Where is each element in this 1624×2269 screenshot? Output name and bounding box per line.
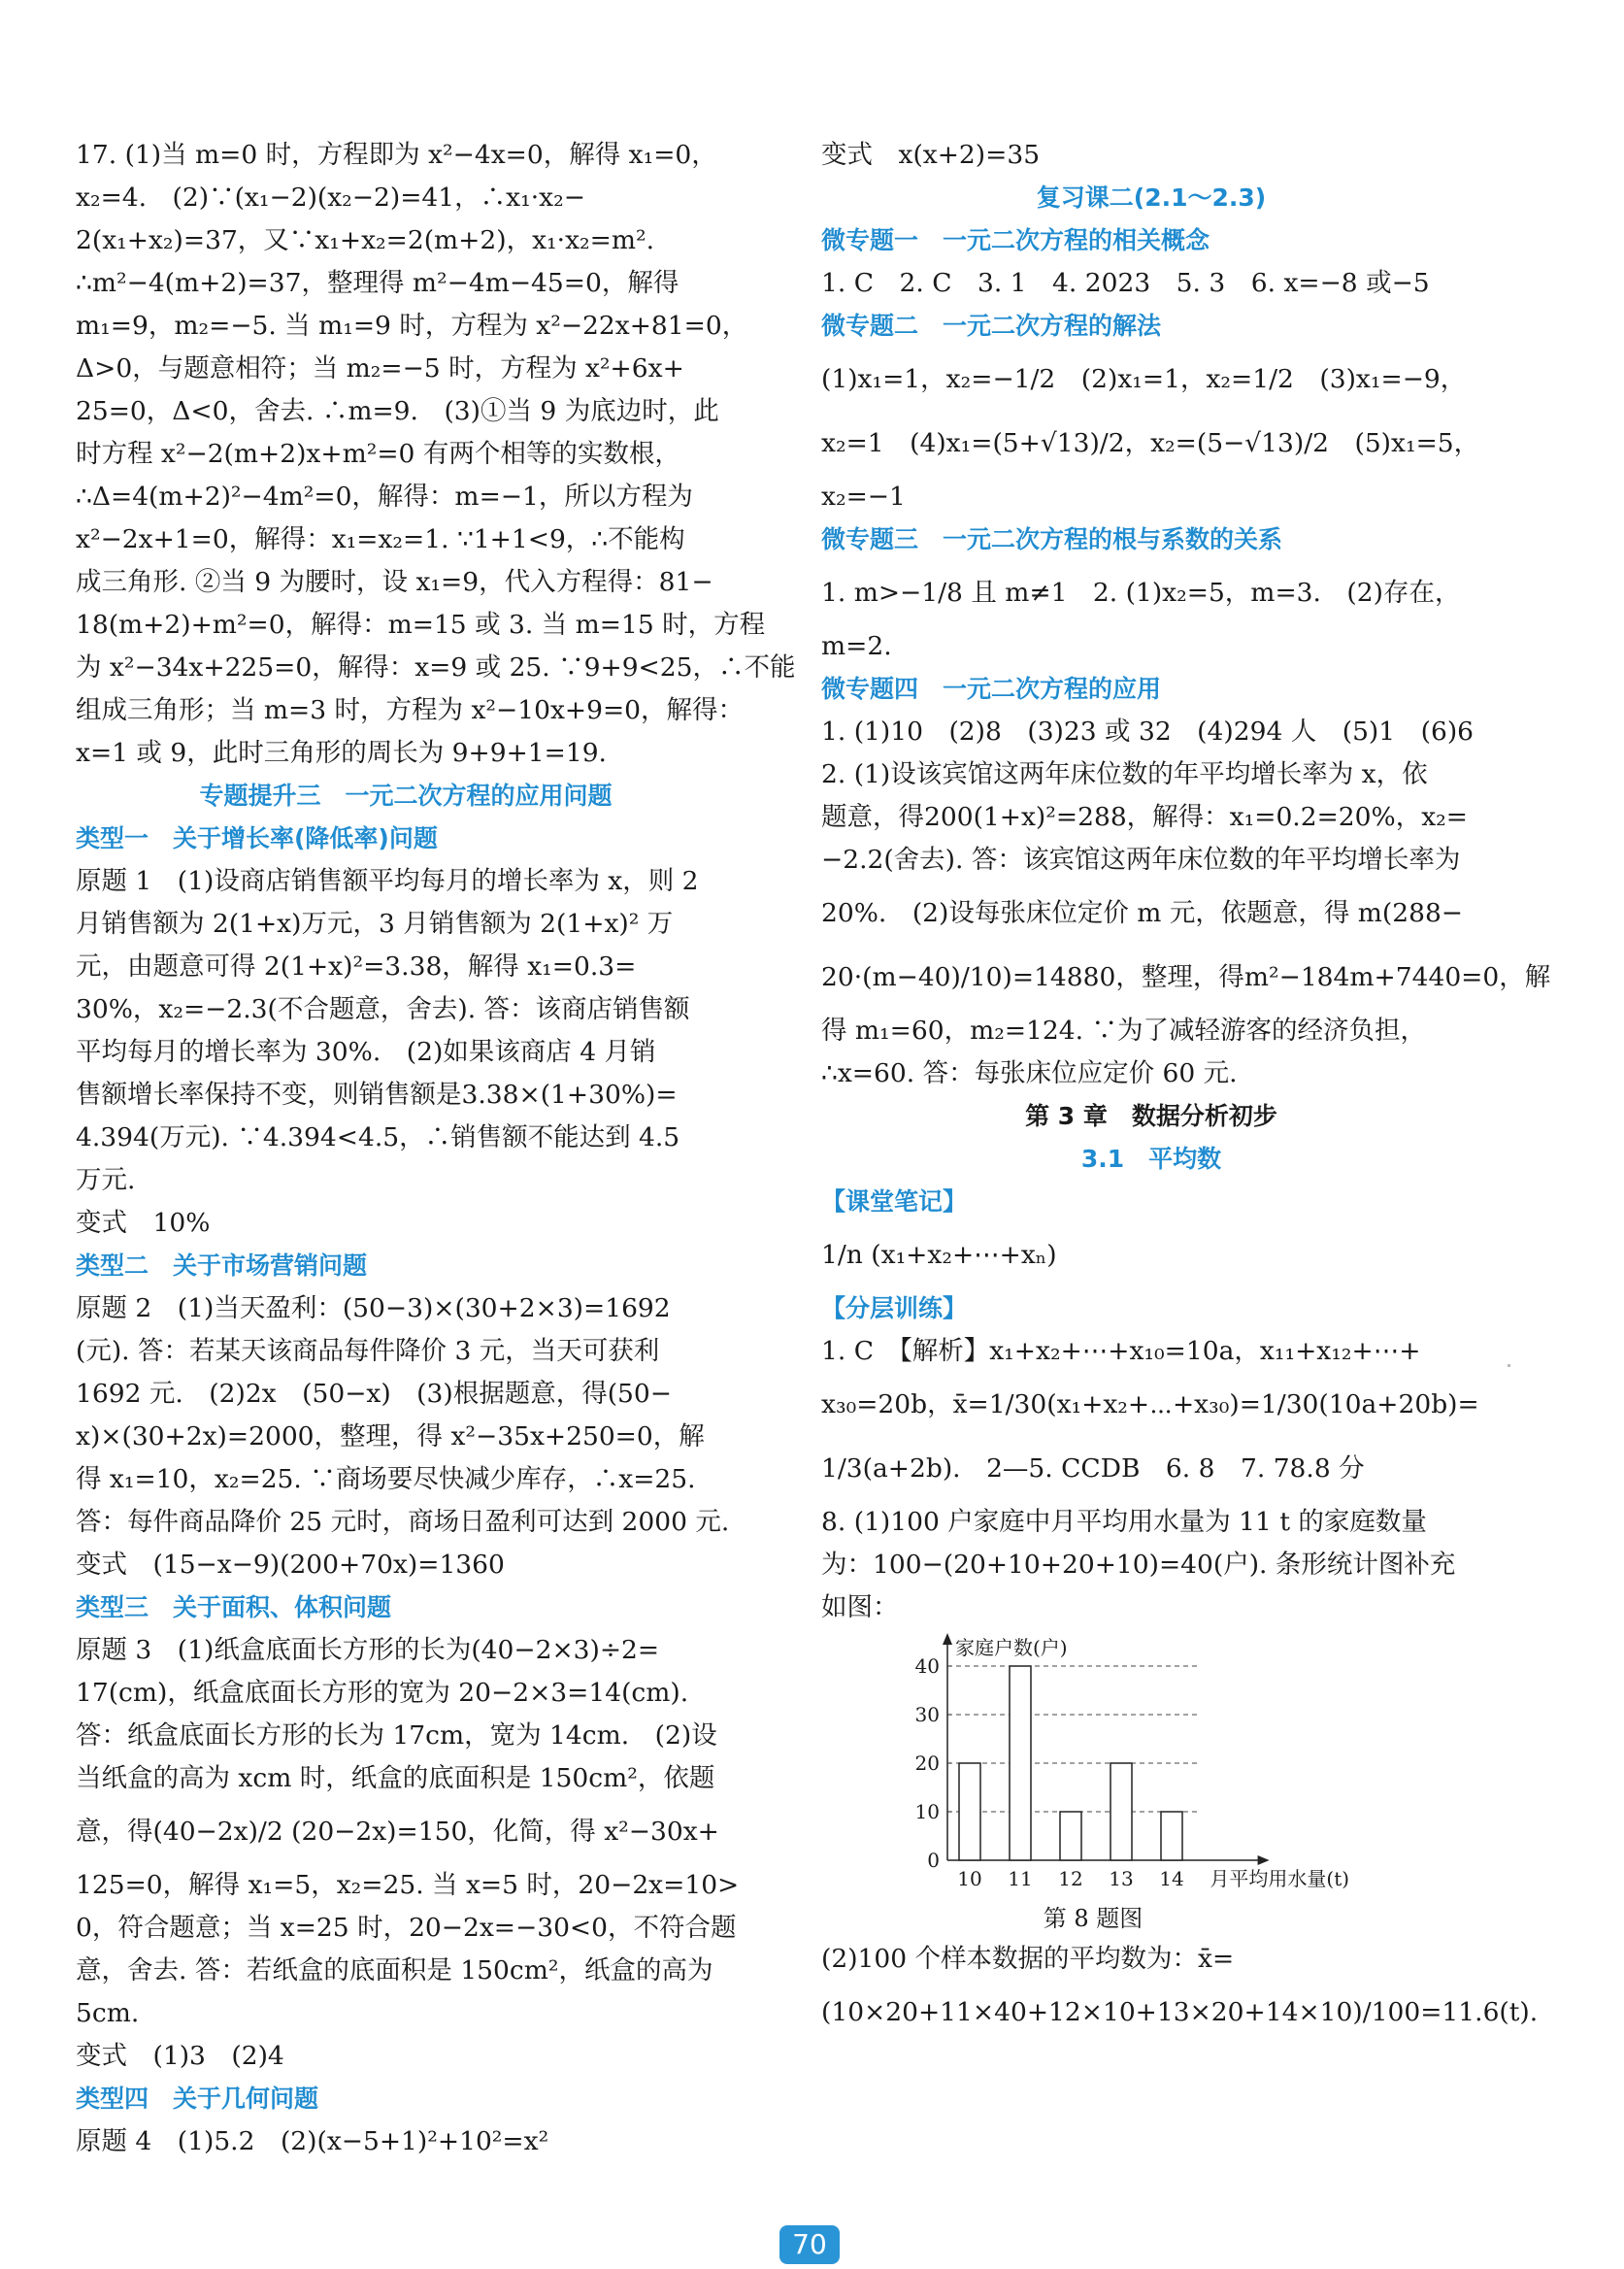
right-after-line: (10×20+11×40+12×10+13×20+14×10)/100=11.6(t). bbox=[821, 1997, 1539, 2027]
left-line: 类型一 关于增长率(降低率)问题 bbox=[76, 824, 438, 852]
left-line: 30%，x₂=−2.3(不合题意，舍去). 答：该商店销售额 bbox=[76, 994, 690, 1024]
right-line: 1. C 2. C 3. 1 4. 2023 5. 3 6. x=−8 或−5 bbox=[821, 268, 1430, 298]
left-line: 意，舍去. 答：若纸盒的底面积是 150cm²，纸盒的高为 bbox=[76, 1955, 713, 1985]
bar bbox=[1060, 1812, 1081, 1860]
right-line: (1)x₁=1，x₂=−1/2 (2)x₁=1，x₂=1/2 (3)x₁=−9， bbox=[821, 364, 1467, 394]
x-tick-label: 13 bbox=[1109, 1867, 1134, 1890]
left-line: 变式 (1)3 (2)4 bbox=[76, 2041, 284, 2071]
left-line: m₁=9，m₂=−5. 当 m₁=9 时，方程为 x²−22x+81=0， bbox=[76, 311, 748, 341]
right-after-line: (2)100 个样本数据的平均数为：x̄= bbox=[821, 1944, 1235, 1974]
right-line: −2.2(舍去). 答：该宾馆这两年床位数的年平均增长率为 bbox=[821, 845, 1461, 875]
bar bbox=[1161, 1812, 1182, 1860]
right-line: 20%. (2)设每张床位定价 m 元，依题意，得 m(288− bbox=[821, 898, 1464, 928]
left-column bbox=[76, 134, 796, 2163]
right-line: x₂=−1 bbox=[821, 482, 906, 512]
left-line: 元，由题意可得 2(1+x)²=3.38，解得 x₁=0.3= bbox=[76, 951, 637, 982]
x-axis-label: 月平均用水量(t) bbox=[1210, 1867, 1350, 1890]
right-line: 复习课二(2.1～2.3) bbox=[1036, 184, 1267, 212]
left-line: 2(x₁+x₂)=37，又∵x₁+x₂=2(m+2)，x₁·x₂=m². bbox=[76, 225, 655, 255]
left-line: 变式 10% bbox=[76, 1208, 211, 1238]
bar bbox=[1110, 1763, 1132, 1860]
left-line: x=1 或 9，此时三角形的周长为 9+9+1=19. bbox=[76, 738, 607, 768]
right-line: m=2. bbox=[821, 631, 892, 661]
right-line: 如图： bbox=[821, 1592, 899, 1622]
left-line: 时方程 x²−2(m+2)x+m²=0 有两个相等的实数根， bbox=[76, 439, 680, 469]
left-line: ∴m²−4(m+2)=37，整理得 m²−4m−45=0，解得 bbox=[76, 268, 679, 298]
scan-dot bbox=[1508, 1364, 1510, 1367]
left-line: 组成三角形；当 m=3 时，方程为 x²−10x+9=0，解得： bbox=[76, 695, 745, 725]
left-line: 17(cm)，纸盒底面长方形的宽为 20−2×3=14(cm). bbox=[76, 1678, 689, 1708]
right-top-text bbox=[821, 134, 1551, 1629]
x-tick-label: 11 bbox=[1008, 1867, 1033, 1890]
left-line: 类型三 关于面积、体积问题 bbox=[76, 1593, 392, 1621]
left-line: 125=0，解得 x₁=5，x₂=25. 当 x=5 时，20−2x=10> bbox=[76, 1870, 740, 1900]
right-line: ∴x=60. 答：每张床位应定价 60 元. bbox=[821, 1058, 1238, 1088]
y-tick-label: 10 bbox=[914, 1800, 940, 1823]
x-tick-label: 14 bbox=[1159, 1867, 1184, 1890]
right-line: 1. m>−1/8 且 m≠1 2. (1)x₂=5，m=3. (2)存在， bbox=[821, 578, 1461, 608]
right-line: 1/3(a+2b). 2—5. CCDB 6. 8 7. 78.8 分 bbox=[821, 1453, 1365, 1484]
left-line: 原题 4 (1)5.2 (2)(x−5+1)²+10²=x² bbox=[76, 2126, 549, 2156]
left-line: 原题 2 (1)当天盈利：(50−3)×(30+2×3)=1692 bbox=[76, 1293, 671, 1323]
y-axis-arrow bbox=[943, 1633, 952, 1645]
right-line: 微专题三 一元二次方程的根与系数的关系 bbox=[821, 525, 1283, 553]
left-line: 意，得(40−2x)/2 (20−2x)=150，化简，得 x²−30x+ bbox=[76, 1817, 719, 1847]
bar bbox=[1010, 1666, 1031, 1860]
right-line: 微专题二 一元二次方程的解法 bbox=[821, 312, 1162, 340]
right-line: 得 m₁=60，m₂=124. ∵为了减轻游客的经济负担， bbox=[821, 1016, 1426, 1046]
bar-chart bbox=[879, 1636, 1350, 1899]
left-line: 原题 3 (1)纸盒底面长方形的长为(40−2×3)÷2= bbox=[76, 1635, 660, 1665]
right-line: 8. (1)100 户家庭中月平均用水量为 11 t 的家庭数量 bbox=[821, 1507, 1427, 1537]
y-tick-label: 20 bbox=[914, 1752, 940, 1775]
right-line: 20·(m−40)/10)=14880，整理，得m²−184m+7440=0，解 bbox=[821, 962, 1551, 992]
left-line: 万元. bbox=[76, 1165, 136, 1195]
left-line: Δ>0，与题意相符；当 m₂=−5 时，方程为 x²+6x+ bbox=[76, 353, 684, 384]
left-line: 为 x²−34x+225=0，解得：x=9 或 25. ∵9+9<25，∴不能 bbox=[76, 652, 796, 683]
chart-caption: 第 8 题图 bbox=[1043, 1905, 1143, 1932]
left-line: 原题 1 (1)设商店销售额平均每月的增长率为 x，则 2 bbox=[76, 866, 699, 896]
left-line: x₂=4. (2)∵(x₁−2)(x₂−2)=41，∴x₁·x₂− bbox=[76, 183, 585, 213]
page-number: 70 bbox=[779, 2225, 840, 2264]
left-line: 成三角形. ②当 9 为腰时，设 x₁=9，代入方程得：81− bbox=[76, 567, 713, 597]
left-line: 17. (1)当 m=0 时，方程即为 x²−4x=0，解得 x₁=0， bbox=[76, 140, 717, 170]
left-line: 得 x₁=10，x₂=25. ∵商场要尽快减少库存，∴x=25. bbox=[76, 1464, 696, 1494]
y-tick-label: 40 bbox=[914, 1654, 940, 1678]
right-line: 1. (1)10 (2)8 (3)23 或 32 (4)294 人 (5)1 (6)6 bbox=[821, 717, 1475, 747]
left-line: 答：每件商品降价 25 元时，商场日盈利可达到 2000 元. bbox=[76, 1507, 730, 1537]
right-column bbox=[821, 134, 1551, 2045]
y-tick-label: 30 bbox=[914, 1703, 940, 1726]
left-line: 平均每月的增长率为 30%. (2)如果该商店 4 月销 bbox=[76, 1037, 656, 1067]
left-line: 1692 元. (2)2x (50−x) (3)根据题意，得(50− bbox=[76, 1379, 672, 1409]
left-line: 类型二 关于市场营销问题 bbox=[76, 1251, 368, 1280]
left-line: x²−2x+1=0，解得：x₁=x₂=1. ∵1+1<9，∴不能构 bbox=[76, 524, 685, 554]
left-line: 18(m+2)+m²=0，解得：m=15 或 3. 当 m=15 时，方程 bbox=[76, 610, 766, 640]
right-line: 【课堂笔记】 bbox=[821, 1187, 968, 1216]
left-line: 变式 (15−x−9)(200+70x)=1360 bbox=[76, 1550, 505, 1580]
x-tick-label: 10 bbox=[957, 1867, 982, 1890]
left-line: 答：纸盒底面长方形的长为 17cm，宽为 14cm. (2)设 bbox=[76, 1720, 717, 1751]
left-line: x)×(30+2x)=2000，整理，得 x²−35x+250=0，解 bbox=[76, 1421, 705, 1451]
y-axis-label: 家庭户数(户) bbox=[955, 1636, 1068, 1659]
left-line: 4.394(万元). ∵4.394<4.5，∴销售额不能达到 4.5 bbox=[76, 1122, 680, 1152]
left-line: 5cm. bbox=[76, 1998, 140, 2028]
right-line: x₃₀=20b，x̄=1/30(x₁+x₂+⋯+x₃₀)=1/30(10a+20b)= bbox=[821, 1389, 1479, 1419]
right-line: 1/n (x₁+x₂+⋯+xₙ) bbox=[821, 1240, 1057, 1270]
right-line: 为：100−(20+10+20+10)=40(户). 条形统计图补充 bbox=[821, 1550, 1456, 1580]
right-line: 【分层训练】 bbox=[821, 1294, 968, 1322]
right-line: 1. C 【解析】x₁+x₂+⋯+x₁₀=10a，x₁₁+x₁₂+⋯+ bbox=[821, 1336, 1421, 1366]
x-axis-arrow bbox=[1258, 1855, 1270, 1865]
right-bottom-text bbox=[821, 1938, 1539, 2045]
left-line: ∴Δ=4(m+2)²−4m²=0，解得：m=−1，所以方程为 bbox=[76, 482, 693, 512]
left-line: 类型四 关于几何问题 bbox=[76, 2085, 319, 2113]
right-line: 第 3 章 数据分析初步 bbox=[1025, 1102, 1277, 1130]
left-line: 专题提升三 一元二次方程的应用问题 bbox=[199, 782, 613, 810]
left-line: (元). 答：若某天该商品每件降价 3 元，当天可获利 bbox=[76, 1336, 660, 1366]
left-line: 月销售额为 2(1+x)万元，3 月销售额为 2(1+x)² 万 bbox=[76, 909, 674, 939]
right-line: 微专题四 一元二次方程的应用 bbox=[821, 675, 1162, 703]
bar bbox=[959, 1763, 980, 1860]
right-line: 3.1 平均数 bbox=[1080, 1145, 1222, 1173]
left-line: 售额增长率保持不变，则销售额是3.38×(1+30%)= bbox=[76, 1080, 678, 1110]
right-line: x₂=1 (4)x₁=(5+√13)/2，x₂=(5−√13)/2 (5)x₁=5， bbox=[821, 428, 1480, 458]
left-line: 25=0，Δ<0，舍去. ∴m=9. (3)①当 9 为底边时，此 bbox=[76, 396, 719, 426]
left-line: 当纸盒的高为 xcm 时，纸盒的底面积是 150cm²，依题 bbox=[76, 1763, 715, 1793]
y-tick-label: 0 bbox=[927, 1849, 940, 1872]
right-line: 变式 x(x+2)=35 bbox=[821, 140, 1041, 170]
left-line: 0，符合题意；当 x=25 时，20−2x=−30<0，不符合题 bbox=[76, 1913, 737, 1943]
x-tick-label: 12 bbox=[1058, 1867, 1083, 1890]
right-line: 2. (1)设该宾馆这两年床位数的年平均增长率为 x，依 bbox=[821, 759, 1428, 789]
right-line: 题意，得200(1+x)²=288，解得：x₁=0.2=20%，x₂= bbox=[821, 802, 1468, 832]
right-line: 微专题一 一元二次方程的相关概念 bbox=[821, 226, 1210, 254]
